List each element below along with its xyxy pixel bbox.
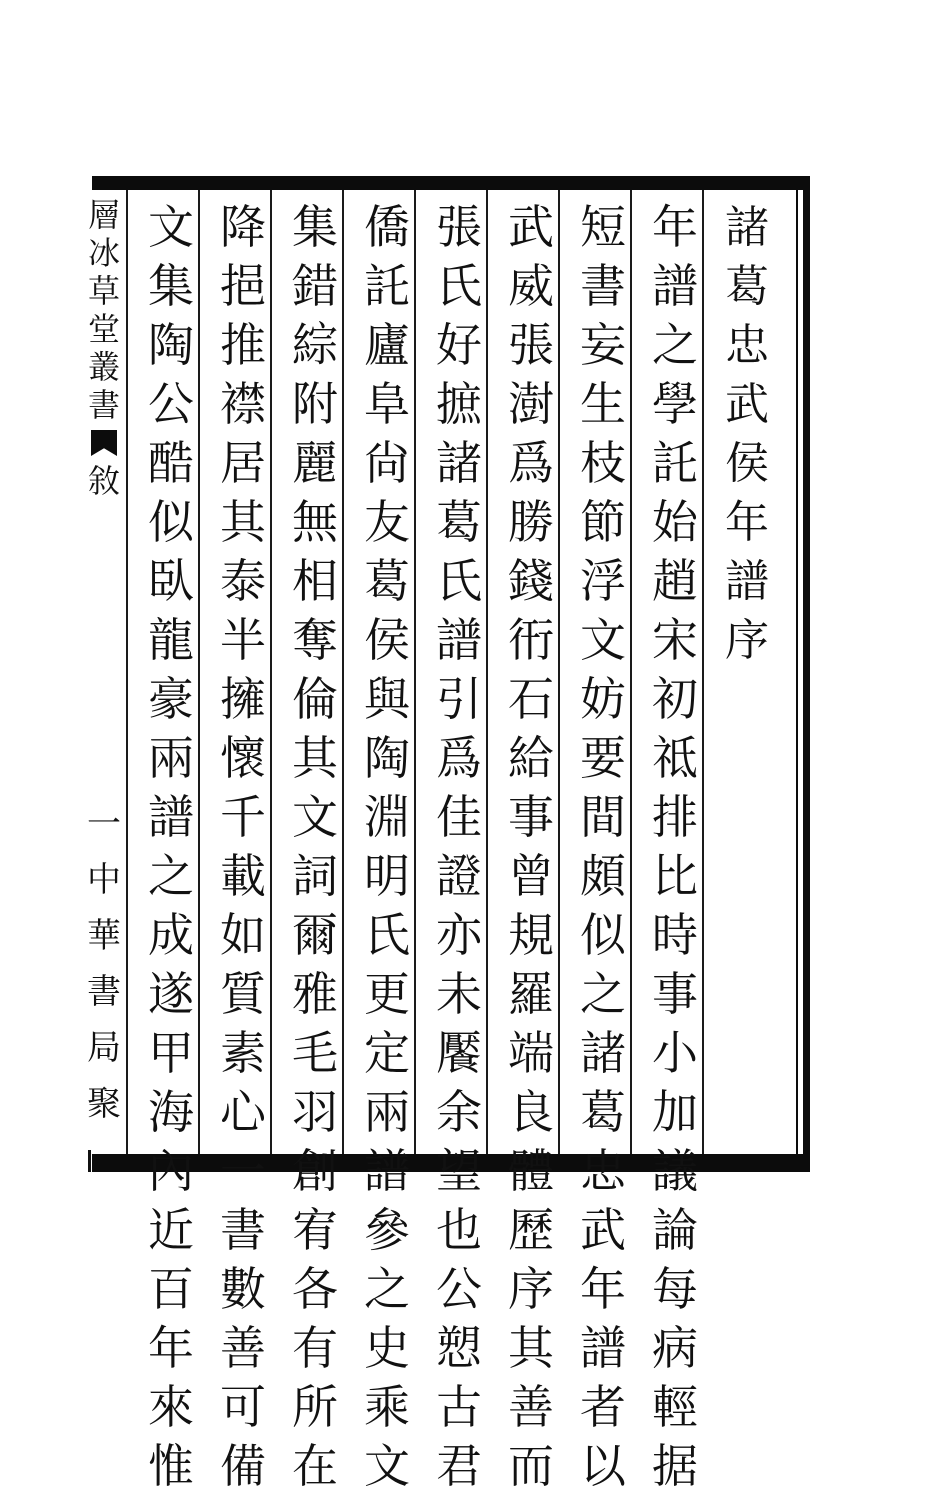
character: 論 <box>652 1203 698 1257</box>
character: 似 <box>148 495 194 549</box>
character: 武 <box>580 1203 626 1257</box>
character: 冰 <box>87 234 120 272</box>
character: 年 <box>652 200 698 254</box>
character: 更 <box>364 967 410 1021</box>
character: 推 <box>220 318 266 372</box>
character: 挹 <box>220 259 266 313</box>
character: 海 <box>148 1085 194 1139</box>
character: 古 <box>436 1380 482 1434</box>
character: 枝 <box>580 436 626 490</box>
character: 諸 <box>725 202 769 253</box>
character: 百 <box>148 1262 194 1316</box>
character: 宋 <box>652 613 698 667</box>
character: 豪 <box>148 672 194 726</box>
character: 書 <box>87 972 121 1012</box>
character: 在 <box>292 1439 338 1493</box>
character: 每 <box>652 1262 698 1316</box>
character: 史 <box>364 1321 410 1375</box>
character: 似 <box>580 908 626 962</box>
character: 加 <box>652 1085 698 1139</box>
character: 端 <box>508 1026 554 1080</box>
character: 遂 <box>148 967 194 1021</box>
character: 質 <box>220 967 266 1021</box>
character: 其 <box>508 1321 554 1375</box>
column-divider <box>270 190 272 1154</box>
character: 要 <box>580 731 626 785</box>
right-inner-rule <box>796 190 798 1154</box>
character: 佳 <box>436 790 482 844</box>
character: 据 <box>652 1439 698 1493</box>
character: 余 <box>436 1085 482 1139</box>
character: 氏 <box>364 908 410 962</box>
character: 爾 <box>292 908 338 962</box>
character: 詞 <box>292 849 338 903</box>
right-border-rule <box>803 176 810 1172</box>
character: 葛 <box>364 554 410 608</box>
character: 倫 <box>292 672 338 726</box>
character: 病 <box>652 1321 698 1375</box>
character: 羅 <box>508 967 554 1021</box>
character: 趙 <box>652 554 698 608</box>
character: 望 <box>436 1144 482 1198</box>
text-column-1 <box>648 198 702 1493</box>
character: 妨 <box>580 672 626 726</box>
column-divider <box>414 190 416 1154</box>
margin-top <box>84 196 124 500</box>
character: 引 <box>436 672 482 726</box>
character: 來 <box>148 1380 194 1434</box>
character: 文 <box>364 1439 410 1493</box>
character: 武 <box>508 200 554 254</box>
character: 譜 <box>652 259 698 313</box>
character: 之 <box>364 1262 410 1316</box>
character: 奪 <box>292 613 338 667</box>
character: 歷 <box>508 1203 554 1257</box>
character: 短 <box>580 200 626 254</box>
character: 愬 <box>436 1321 482 1375</box>
character: 雅 <box>292 967 338 1021</box>
character: 酷 <box>148 436 194 490</box>
character: 集 <box>148 259 194 313</box>
character: 公 <box>436 1262 482 1316</box>
character: 而 <box>508 1439 554 1493</box>
character: 備 <box>220 1439 266 1493</box>
character: 載 <box>220 849 266 903</box>
character: 尙 <box>364 436 410 490</box>
character: 澍 <box>508 377 554 431</box>
character: 層 <box>87 196 120 234</box>
fish-tail-mark-icon <box>91 430 117 456</box>
text-column-2 <box>576 198 630 1493</box>
character: 也 <box>436 1203 482 1257</box>
character: 之 <box>652 318 698 372</box>
character: 各 <box>292 1262 338 1316</box>
column-divider <box>198 190 200 1154</box>
character: 年 <box>580 1262 626 1316</box>
character: 序 <box>508 1262 554 1316</box>
character: 輕 <box>652 1380 698 1434</box>
character: 規 <box>508 908 554 962</box>
character: 兩 <box>148 731 194 785</box>
character: 如 <box>220 908 266 962</box>
character: 間 <box>580 790 626 844</box>
character: 一 <box>87 804 121 844</box>
column-divider <box>342 190 344 1154</box>
text-column-5 <box>360 198 414 1493</box>
character: 集 <box>292 200 338 254</box>
character: 千 <box>220 790 266 844</box>
character: 時 <box>652 908 698 962</box>
character: 浮 <box>580 554 626 608</box>
character: 諸 <box>580 1026 626 1080</box>
character: 未 <box>436 967 482 1021</box>
character: 體 <box>508 1144 554 1198</box>
character: 其 <box>220 495 266 549</box>
character: 錢 <box>508 554 554 608</box>
character: 懷 <box>220 731 266 785</box>
character: 草 <box>87 272 120 310</box>
character: 相 <box>292 554 338 608</box>
character: 與 <box>364 672 410 726</box>
character: 譜 <box>725 556 769 607</box>
character: 甲 <box>148 1026 194 1080</box>
character: 託 <box>652 436 698 490</box>
character: 議 <box>652 1144 698 1198</box>
character: 摭 <box>436 377 482 431</box>
character: 降 <box>220 200 266 254</box>
character: 廬 <box>364 318 410 372</box>
character: 事 <box>508 790 554 844</box>
character: 爲 <box>436 731 482 785</box>
character: 給 <box>508 731 554 785</box>
character: 託 <box>364 259 410 313</box>
character: 君 <box>436 1439 482 1493</box>
character: 譜 <box>436 613 482 667</box>
character: 居 <box>220 436 266 490</box>
character: 妄 <box>580 318 626 372</box>
character: 乘 <box>364 1380 410 1434</box>
character: 忠 <box>580 1144 626 1198</box>
character: 中 <box>87 860 121 900</box>
character: 比 <box>652 849 698 903</box>
character: 之 <box>580 967 626 1021</box>
character: 兩 <box>364 1085 410 1139</box>
character: 諸 <box>436 436 482 490</box>
character: 書 <box>87 386 120 424</box>
character: 氏 <box>436 259 482 313</box>
text-column-6 <box>288 198 342 1493</box>
character: 學 <box>652 377 698 431</box>
character: 淵 <box>364 790 410 844</box>
character: 證 <box>436 849 482 903</box>
character: 衎 <box>508 613 554 667</box>
character: 陶 <box>364 731 410 785</box>
character: 阜 <box>364 377 410 431</box>
character: 張 <box>436 200 482 254</box>
character: 局 <box>87 1028 121 1068</box>
section-mark <box>84 462 124 500</box>
character: 無 <box>292 495 338 549</box>
character: 叢 <box>87 348 120 386</box>
character: 綜 <box>292 318 338 372</box>
character: 之 <box>148 849 194 903</box>
character: 序 <box>725 615 769 666</box>
character: 頗 <box>580 849 626 903</box>
character: 葛 <box>436 495 482 549</box>
character: 文 <box>580 613 626 667</box>
character: 善 <box>508 1380 554 1434</box>
character: 內 <box>148 1144 194 1198</box>
column-divider <box>558 190 560 1154</box>
character: 一 <box>220 1144 266 1198</box>
character: 譜 <box>580 1321 626 1375</box>
character: 侯 <box>725 438 769 489</box>
character: 初 <box>652 672 698 726</box>
text-column-8 <box>144 198 198 1493</box>
character: 譜 <box>364 1144 410 1198</box>
character: 侯 <box>364 613 410 667</box>
character: 張 <box>508 318 554 372</box>
text-column-3 <box>504 198 558 1493</box>
character: 華 <box>87 916 121 956</box>
character: 臥 <box>148 554 194 608</box>
character: 泰 <box>220 554 266 608</box>
character: 惟 <box>148 1439 194 1493</box>
character: 忠 <box>725 320 769 371</box>
character: 節 <box>580 495 626 549</box>
character: 附 <box>292 377 338 431</box>
column-divider <box>630 190 632 1154</box>
character: 書 <box>220 1203 266 1257</box>
column-divider <box>702 190 704 1154</box>
character: 近 <box>148 1203 194 1257</box>
character: 文 <box>292 790 338 844</box>
character: 書 <box>580 259 626 313</box>
publisher-imprint <box>84 796 124 1132</box>
character: 擁 <box>220 672 266 726</box>
character: 氏 <box>436 554 482 608</box>
character: 生 <box>580 377 626 431</box>
character: 年 <box>148 1321 194 1375</box>
character: 以 <box>580 1439 626 1493</box>
character: 有 <box>292 1321 338 1375</box>
character: 宥 <box>292 1203 338 1257</box>
character: 敘 <box>87 462 120 500</box>
character: 羽 <box>292 1085 338 1139</box>
character: 良 <box>508 1085 554 1139</box>
character: 陶 <box>148 318 194 372</box>
character: 葛 <box>725 261 769 312</box>
character: 僑 <box>364 200 410 254</box>
character: 祗 <box>652 731 698 785</box>
character: 亦 <box>436 908 482 962</box>
printed-page-block <box>92 176 810 1493</box>
character: 石 <box>508 672 554 726</box>
text-column-4 <box>432 198 486 1493</box>
character: 始 <box>652 495 698 549</box>
margin-strip <box>84 196 124 1156</box>
character: 聚 <box>87 1084 121 1124</box>
character: 好 <box>436 318 482 372</box>
character: 小 <box>652 1026 698 1080</box>
character: 可 <box>220 1380 266 1434</box>
character: 素 <box>220 1026 266 1080</box>
character: 葛 <box>580 1085 626 1139</box>
text-column-7 <box>216 198 270 1493</box>
character: 半 <box>220 613 266 667</box>
character: 者 <box>580 1380 626 1434</box>
character: 成 <box>148 908 194 962</box>
character: 曾 <box>508 849 554 903</box>
column-divider <box>126 190 128 1154</box>
title-column <box>720 198 774 1148</box>
character: 數 <box>220 1262 266 1316</box>
character: 文 <box>148 200 194 254</box>
character: 明 <box>364 849 410 903</box>
character: 武 <box>725 379 769 430</box>
top-border-rule <box>92 176 810 190</box>
column-divider <box>486 190 488 1154</box>
character: 威 <box>508 259 554 313</box>
character: 爲 <box>508 436 554 490</box>
character: 襟 <box>220 377 266 431</box>
character: 定 <box>364 1026 410 1080</box>
character: 所 <box>292 1380 338 1434</box>
character: 毛 <box>292 1026 338 1080</box>
character: 事 <box>652 967 698 1021</box>
character: 友 <box>364 495 410 549</box>
character: 參 <box>364 1203 410 1257</box>
character: 心 <box>220 1085 266 1139</box>
character: 龍 <box>148 613 194 667</box>
character: 麗 <box>292 436 338 490</box>
character: 勝 <box>508 495 554 549</box>
series-title <box>84 196 124 424</box>
character: 饜 <box>436 1026 482 1080</box>
character: 其 <box>292 731 338 785</box>
character: 創 <box>292 1144 338 1198</box>
character: 公 <box>148 377 194 431</box>
character: 善 <box>220 1321 266 1375</box>
character: 錯 <box>292 259 338 313</box>
character: 排 <box>652 790 698 844</box>
character: 年 <box>725 497 769 548</box>
margin-tick-mark <box>88 1150 91 1172</box>
character: 堂 <box>87 310 120 348</box>
character: 譜 <box>148 790 194 844</box>
